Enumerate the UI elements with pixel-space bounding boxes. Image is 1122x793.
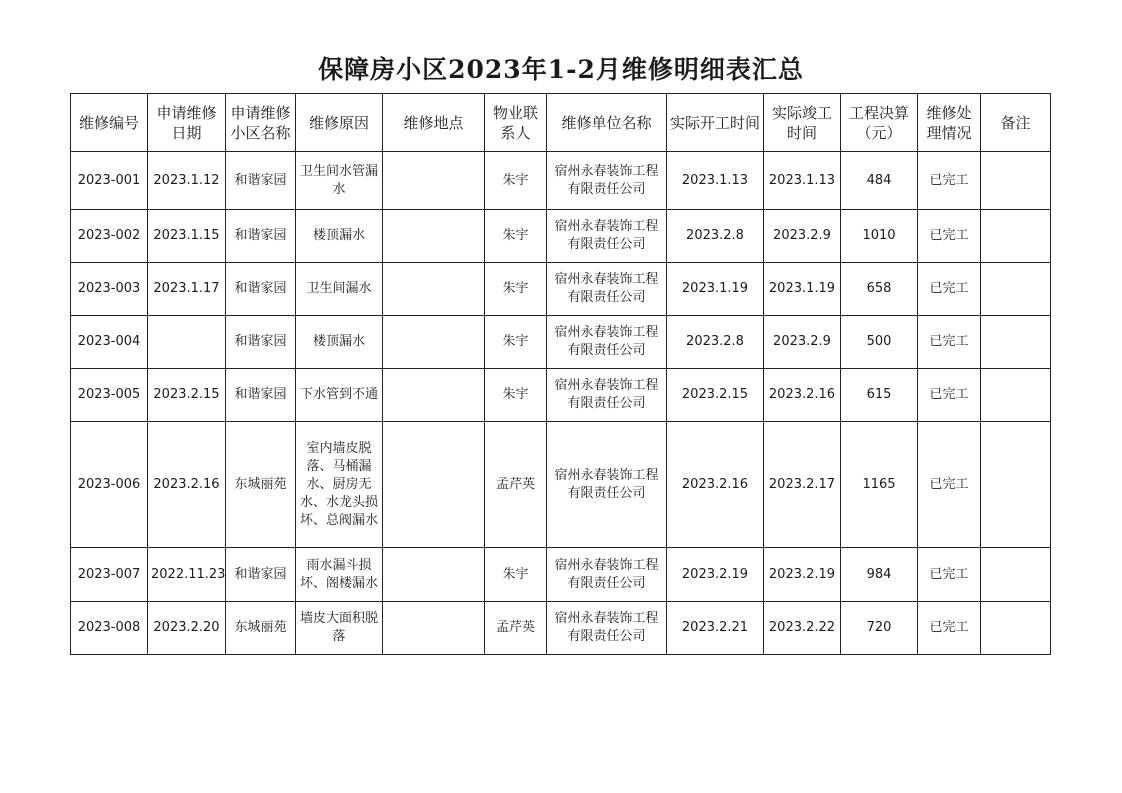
cell-contact: 朱宇 xyxy=(485,210,547,263)
cell-contact: 孟芹英 xyxy=(485,422,547,548)
cell-end: 2023.2.17 xyxy=(764,422,841,548)
cell-start: 2023.2.16 xyxy=(667,422,764,548)
cell-cost: 720 xyxy=(841,602,918,655)
table-row xyxy=(71,548,1051,602)
cell-status: 已完工 xyxy=(918,210,981,263)
cell-community: 东城丽苑 xyxy=(226,602,296,655)
cell-cost: 1165 xyxy=(841,422,918,548)
cell-unit: 宿州永春装饰工程有限责任公司 xyxy=(547,263,667,316)
cell-id: 2023-002 xyxy=(71,210,148,263)
cell-id: 2023-001 xyxy=(71,152,148,210)
cell-contact: 朱宇 xyxy=(485,316,547,369)
cell-id: 2023-003 xyxy=(71,263,148,316)
cell-unit: 宿州永春装饰工程有限责任公司 xyxy=(547,548,667,602)
table-row xyxy=(71,152,1051,210)
cell-note xyxy=(981,316,1051,369)
col-header-location: 维修地点 xyxy=(383,94,485,152)
cell-cost: 1010 xyxy=(841,210,918,263)
cell-community: 和谐家园 xyxy=(226,152,296,210)
cell-location xyxy=(383,602,485,655)
cell-start: 2023.2.8 xyxy=(667,210,764,263)
cell-unit: 宿州永春装饰工程有限责任公司 xyxy=(547,210,667,263)
cell-reason: 卫生间水管漏水 xyxy=(296,152,383,210)
cell-id: 2023-006 xyxy=(71,422,148,548)
cell-apply-date: 2023.1.15 xyxy=(148,210,226,263)
cell-community: 和谐家园 xyxy=(226,316,296,369)
cell-location xyxy=(383,210,485,263)
cell-apply-date: 2023.2.20 xyxy=(148,602,226,655)
cell-note xyxy=(981,369,1051,422)
col-header-community: 申请维修小区名称 xyxy=(226,94,296,152)
cell-apply-date: 2023.2.15 xyxy=(148,369,226,422)
cell-unit: 宿州永春装饰工程有限责任公司 xyxy=(547,316,667,369)
cell-note xyxy=(981,602,1051,655)
cell-contact: 孟芹英 xyxy=(485,602,547,655)
cell-start: 2023.2.19 xyxy=(667,548,764,602)
cell-cost: 658 xyxy=(841,263,918,316)
cell-reason: 雨水漏斗损坏、阁楼漏水 xyxy=(296,548,383,602)
cell-unit: 宿州永春装饰工程有限责任公司 xyxy=(547,369,667,422)
cell-apply-date: 2022.11.23 xyxy=(148,548,226,602)
cell-cost: 615 xyxy=(841,369,918,422)
cell-contact: 朱宇 xyxy=(485,548,547,602)
cell-start: 2023.1.13 xyxy=(667,152,764,210)
col-header-start: 实际开工时间 xyxy=(667,94,764,152)
cell-end: 2023.2.9 xyxy=(764,316,841,369)
cell-note xyxy=(981,152,1051,210)
col-header-cost: 工程决算（元） xyxy=(841,94,918,152)
cell-status: 已完工 xyxy=(918,316,981,369)
cell-reason: 室内墙皮脱落、马桶漏水、厨房无水、水龙头损坏、总阀漏水 xyxy=(296,422,383,548)
table-row xyxy=(71,210,1051,263)
cell-contact: 朱宇 xyxy=(485,369,547,422)
table-row xyxy=(71,369,1051,422)
cell-start: 2023.2.21 xyxy=(667,602,764,655)
cell-community: 和谐家园 xyxy=(226,210,296,263)
cell-apply-date: 2023.1.12 xyxy=(148,152,226,210)
cell-id: 2023-008 xyxy=(71,602,148,655)
table-row xyxy=(71,316,1051,369)
cell-location xyxy=(383,369,485,422)
cell-reason: 楼顶漏水 xyxy=(296,316,383,369)
cell-reason: 下水管到不通 xyxy=(296,369,383,422)
cell-end: 2023.2.22 xyxy=(764,602,841,655)
cell-location xyxy=(383,263,485,316)
col-header-end: 实际竣工时间 xyxy=(764,94,841,152)
cell-reason: 墙皮大面积脱落 xyxy=(296,602,383,655)
col-header-apply-date: 申请维修日期 xyxy=(148,94,226,152)
col-header-unit: 维修单位名称 xyxy=(547,94,667,152)
table-row xyxy=(71,263,1051,316)
header-row xyxy=(71,94,1051,152)
cell-start: 2023.2.15 xyxy=(667,369,764,422)
cell-start: 2023.2.8 xyxy=(667,316,764,369)
cell-contact: 朱宇 xyxy=(485,263,547,316)
cell-unit: 宿州永春装饰工程有限责任公司 xyxy=(547,152,667,210)
table-row xyxy=(71,422,1051,548)
col-header-id: 维修编号 xyxy=(71,94,148,152)
cell-community: 和谐家园 xyxy=(226,369,296,422)
cell-end: 2023.1.19 xyxy=(764,263,841,316)
document-title: 保障房小区2023年1-2月维修明细表汇总 xyxy=(318,55,804,84)
cell-note xyxy=(981,263,1051,316)
cell-cost: 484 xyxy=(841,152,918,210)
maintenance-table xyxy=(70,93,1051,655)
cell-note xyxy=(981,210,1051,263)
cell-status: 已完工 xyxy=(918,548,981,602)
cell-cost: 984 xyxy=(841,548,918,602)
cell-end: 2023.2.16 xyxy=(764,369,841,422)
col-header-reason: 维修原因 xyxy=(296,94,383,152)
cell-end: 2023.2.19 xyxy=(764,548,841,602)
cell-reason: 楼顶漏水 xyxy=(296,210,383,263)
cell-apply-date xyxy=(148,316,226,369)
cell-reason: 卫生间漏水 xyxy=(296,263,383,316)
cell-end: 2023.1.13 xyxy=(764,152,841,210)
cell-end: 2023.2.9 xyxy=(764,210,841,263)
cell-cost: 500 xyxy=(841,316,918,369)
cell-unit: 宿州永春装饰工程有限责任公司 xyxy=(547,422,667,548)
cell-community: 和谐家园 xyxy=(226,263,296,316)
cell-status: 已完工 xyxy=(918,369,981,422)
cell-id: 2023-005 xyxy=(71,369,148,422)
table-row xyxy=(71,602,1051,655)
cell-contact: 朱宇 xyxy=(485,152,547,210)
cell-id: 2023-007 xyxy=(71,548,148,602)
cell-status: 已完工 xyxy=(918,152,981,210)
cell-location xyxy=(383,316,485,369)
cell-location xyxy=(383,422,485,548)
cell-location xyxy=(383,152,485,210)
col-header-status: 维修处理情况 xyxy=(918,94,981,152)
cell-apply-date: 2023.2.16 xyxy=(148,422,226,548)
col-header-contact: 物业联系人 xyxy=(485,94,547,152)
col-header-note: 备注 xyxy=(981,94,1051,152)
cell-start: 2023.1.19 xyxy=(667,263,764,316)
cell-unit: 宿州永春装饰工程有限责任公司 xyxy=(547,602,667,655)
cell-community: 东城丽苑 xyxy=(226,422,296,548)
cell-status: 已完工 xyxy=(918,602,981,655)
cell-community: 和谐家园 xyxy=(226,548,296,602)
cell-id: 2023-004 xyxy=(71,316,148,369)
cell-status: 已完工 xyxy=(918,263,981,316)
cell-note xyxy=(981,548,1051,602)
cell-location xyxy=(383,548,485,602)
cell-status: 已完工 xyxy=(918,422,981,548)
cell-note xyxy=(981,422,1051,548)
cell-apply-date: 2023.1.17 xyxy=(148,263,226,316)
